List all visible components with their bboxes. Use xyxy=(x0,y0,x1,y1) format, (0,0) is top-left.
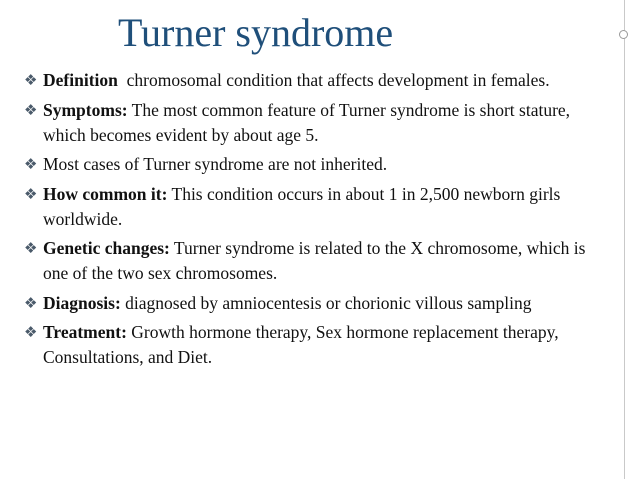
bullet-label: Symptoms: xyxy=(43,99,128,120)
bullet-item-prevalence xyxy=(22,182,612,232)
bullet-text: chromosomal condition that affects development in females. xyxy=(126,70,550,90)
bullet-text: Growth hormone therapy, Sex hormone replacement therapy, Consultations, and Diet. xyxy=(43,322,559,367)
bullet-label: Genetic changes: xyxy=(43,238,170,258)
diamond-bullet-icon: ❖ xyxy=(24,323,38,341)
bullet-item-symptoms xyxy=(22,98,612,148)
bullet-item-diagnosis xyxy=(22,291,612,316)
bullet-item-treatment xyxy=(22,320,612,370)
bullet-label: Definition xyxy=(43,70,118,90)
bullet-list xyxy=(22,68,612,375)
bullet-text: Turner syndrome is related to the X chromosome, which is one of the two sex chromosomes. xyxy=(43,238,586,283)
slide-title: Turner syndrome xyxy=(118,10,394,55)
bullet-item-definition xyxy=(22,68,612,93)
bullet-text: diagnosed by amniocentesis or chorionic villous sampling xyxy=(125,292,532,313)
diamond-bullet-icon: ❖ xyxy=(24,239,38,257)
diamond-bullet-icon: ❖ xyxy=(24,100,38,119)
diamond-bullet-icon: ❖ xyxy=(24,293,38,312)
bullet-label: How common it: xyxy=(43,183,168,204)
bullet-text: The most common feature of Turner syndrome is short stature, which becomes evident by about age 5. xyxy=(43,99,571,145)
bullet-item-genetic-changes xyxy=(22,236,612,286)
diamond-bullet-icon: ❖ xyxy=(24,184,38,203)
bullet-label: Diagnosis: xyxy=(43,292,121,313)
bullet-label: Treatment: xyxy=(43,322,127,342)
bullet-item-inheritance xyxy=(22,152,612,177)
slide-corner-marker xyxy=(619,30,628,39)
bullet-text: This condition occurs in about 1 in 2,500 newborn girls worldwide. xyxy=(43,183,561,229)
slide-border-line xyxy=(624,0,625,479)
diamond-bullet-icon: ❖ xyxy=(24,71,38,89)
diamond-bullet-icon: ❖ xyxy=(24,155,38,173)
bullet-text: Most cases of Turner syndrome are not inherited. xyxy=(43,154,388,174)
